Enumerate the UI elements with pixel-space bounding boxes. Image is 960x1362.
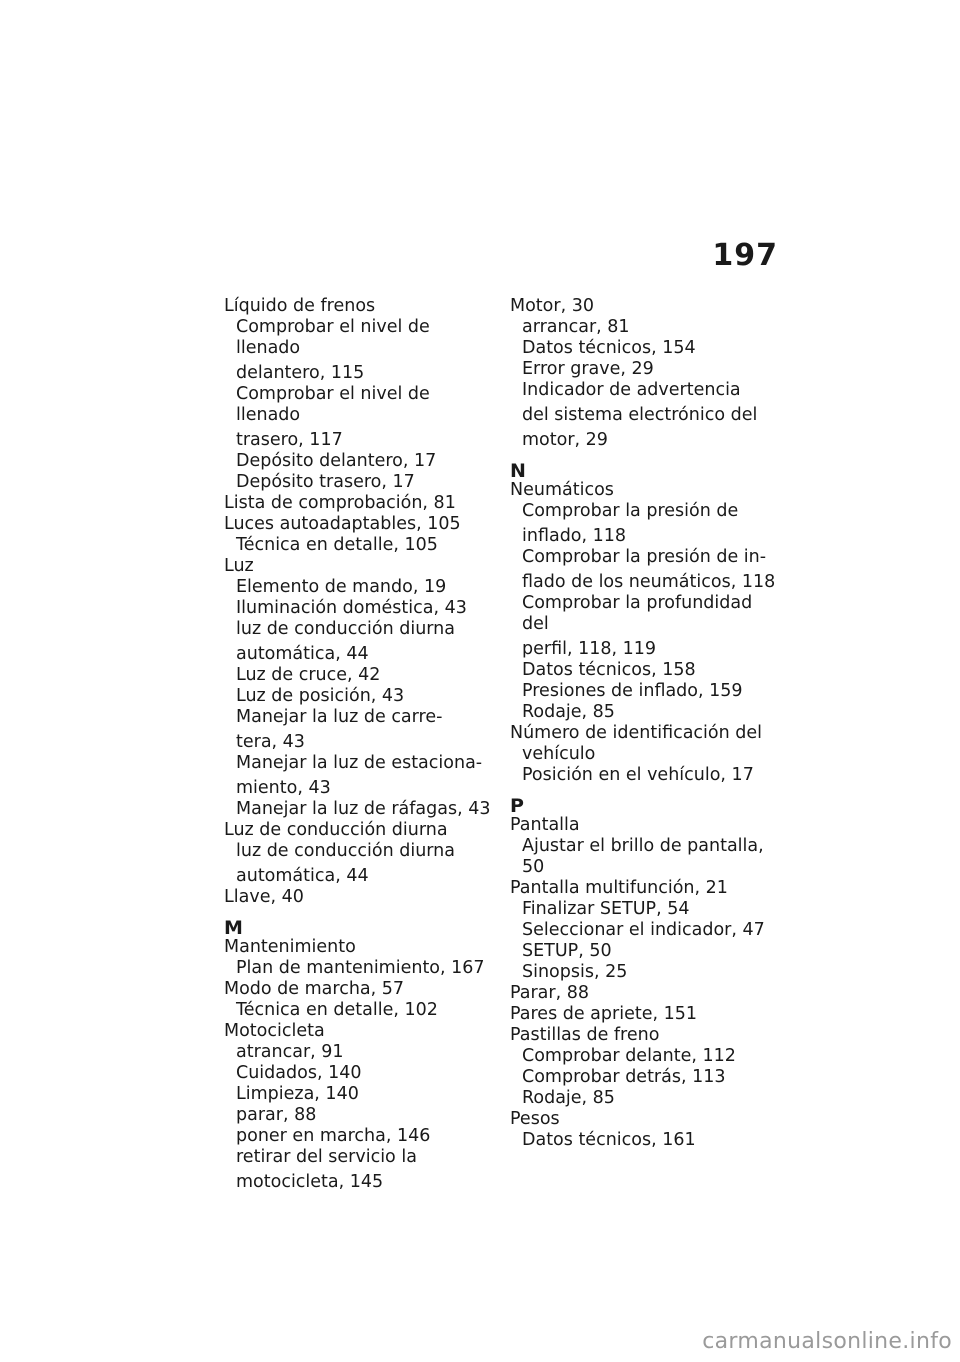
index-subentry: Cuidados, 140 [236, 1063, 362, 1083]
index-subentry: Sinopsis, 25 [522, 962, 628, 982]
index-subentry: Manejar la luz de estaciona- [236, 753, 483, 773]
index-entry: Parar, 88 [510, 983, 589, 1003]
index-entry: Pastillas de freno [510, 1025, 660, 1045]
index-subentry: Presiones de inflado, 159 [522, 681, 743, 701]
index-subentry: atrancar, 91 [236, 1042, 344, 1062]
index-entry: Pantalla multifunción, 21 [510, 878, 728, 898]
index-subentry: flado de los neumáticos, 118 [522, 572, 776, 592]
index-entry: Pantalla [510, 815, 580, 835]
index-subentry: Técnica en detalle, 105 [236, 535, 438, 555]
index-subentry: Limpieza, 140 [236, 1084, 359, 1104]
index-subentry: automática, 44 [236, 866, 369, 886]
index-subentry: Plan de mantenimiento, 167 [236, 958, 485, 978]
index-subentry: Depósito delantero, 17 [236, 451, 437, 471]
index-entry: Motor, 30 [510, 296, 594, 316]
index-subentry: Luz de posición, 43 [236, 686, 405, 706]
index-subentry: Comprobar delante, 112 [522, 1046, 736, 1066]
index-subentry: del sistema electrónico del [522, 405, 758, 425]
index-subentry: Depósito trasero, 17 [236, 472, 415, 492]
index-entry: Neumáticos [510, 480, 614, 500]
index-subentry: luz de conducción diurna [236, 619, 455, 639]
index-subentry: Comprobar detrás, 113 [522, 1067, 726, 1087]
index-entry: Mantenimiento [224, 937, 356, 957]
index-entry: Luz de conducción diurna [224, 820, 448, 840]
index-subentry: parar, 88 [236, 1105, 317, 1125]
index-subentry: Rodaje, 85 [522, 1088, 615, 1108]
index-section-letter: M [224, 917, 243, 939]
index-entry: Lista de comprobación, 81 [224, 493, 456, 513]
index-subentry: Manejar la luz de carre- [236, 707, 443, 727]
index-column-left [224, 296, 496, 1193]
index-subentry: Ajustar el brillo de pantalla, 50 [522, 836, 764, 877]
index-subentry: Seleccionar el indicador, 47 [522, 920, 765, 940]
index-subentry: Rodaje, 85 [522, 702, 615, 722]
index-subentry: Luz de cruce, 42 [236, 665, 381, 685]
index-subentry: retirar del servicio la [236, 1147, 417, 1167]
index-entry: Motocicleta [224, 1021, 325, 1041]
index-subentry: Posición en el vehículo, 17 [522, 765, 754, 785]
index-entry: Número de identificación del [510, 723, 763, 743]
index-subentry: Iluminación doméstica, 43 [236, 598, 467, 618]
index-entry: Luces autoadaptables, 105 [224, 514, 461, 534]
index-subentry: luz de conducción diurna [236, 841, 455, 861]
index-subentry: Manejar la luz de ráfagas, 43 [236, 799, 491, 819]
index-entry: Modo de marcha, 57 [224, 979, 405, 999]
index-section-letter: N [510, 460, 526, 482]
index-subentry: inflado, 118 [522, 526, 627, 546]
index-subentry: motocicleta, 145 [236, 1172, 384, 1192]
index-subentry: SETUP, 50 [522, 941, 612, 961]
index-subentry: Comprobar el nivel de llenado [236, 317, 430, 358]
index-subentry: Datos técnicos, 161 [522, 1130, 696, 1150]
index-subentry: Comprobar la presión de [522, 501, 739, 521]
index-subentry: Comprobar el nivel de llenado [236, 384, 430, 425]
index-subentry: delantero, 115 [236, 363, 365, 383]
index-subentry: Técnica en detalle, 102 [236, 1000, 438, 1020]
index-subentry: trasero, 117 [236, 430, 343, 450]
index-subentry: Indicador de advertencia [522, 380, 741, 400]
index-subentry: Datos técnicos, 158 [522, 660, 696, 680]
index-entry: Llave, 40 [224, 887, 304, 907]
index-subentry: Datos técnicos, 154 [522, 338, 696, 358]
index-subentry: Comprobar la presión de in- [522, 547, 767, 567]
index-subentry: tera, 43 [236, 732, 305, 752]
watermark: carmanualsonline.info [702, 1329, 952, 1354]
index-subentry: arrancar, 81 [522, 317, 630, 337]
index-subentry: poner en marcha, 146 [236, 1126, 431, 1146]
index-subentry: Error grave, 29 [522, 359, 654, 379]
index-subentry: miento, 43 [236, 778, 331, 798]
index-subentry: Elemento de mando, 19 [236, 577, 447, 597]
index-entry: Luz [224, 556, 254, 576]
page-number: 197 [712, 238, 778, 273]
index-column-right [510, 296, 782, 1151]
index-subentry: vehículo [522, 744, 596, 764]
index-subentry: automática, 44 [236, 644, 369, 664]
index-section-letter: P [510, 795, 524, 817]
index-entry: Líquido de frenos [224, 296, 376, 316]
index-subentry: motor, 29 [522, 430, 608, 450]
index-entry: Pares de apriete, 151 [510, 1004, 697, 1024]
index-subentry: perfil, 118, 119 [522, 639, 657, 659]
index-entry: Pesos [510, 1109, 560, 1129]
index-subentry: Finalizar SETUP, 54 [522, 899, 690, 919]
index-subentry: Comprobar la profundidad del [522, 593, 753, 634]
